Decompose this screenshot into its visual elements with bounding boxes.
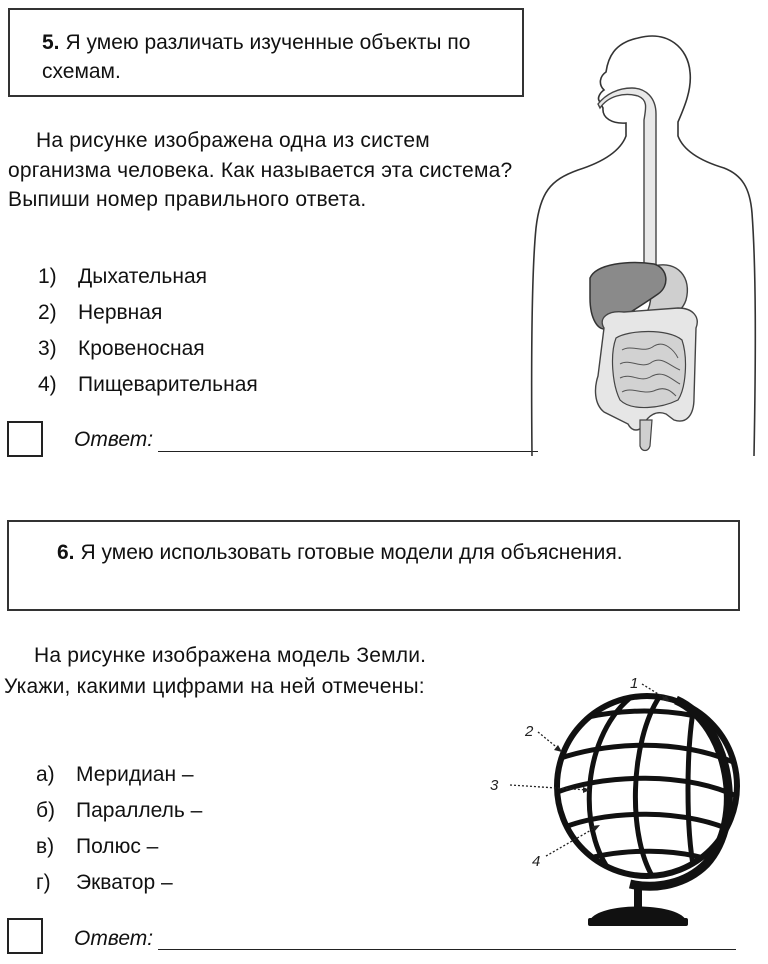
- option-3-text: Кровеносная: [78, 337, 205, 360]
- item-g-letter: г): [36, 871, 51, 894]
- option-2: [38, 301, 162, 325]
- option-4: [38, 373, 258, 397]
- task5-goal-text: Я умею различать изученные объекты по схемам.: [42, 31, 471, 83]
- item-b: [36, 799, 202, 823]
- globe-marker-1: 1: [630, 675, 639, 692]
- task6-answer-line[interactable]: [158, 949, 736, 950]
- item-a-letter: а): [36, 763, 55, 786]
- option-2-text: Нервная: [78, 301, 163, 324]
- item-a: [36, 763, 194, 787]
- task5-answer-checkbox[interactable]: [7, 421, 43, 457]
- task5-answer-label: Ответ:: [74, 428, 154, 451]
- task6-answer-checkbox[interactable]: [7, 918, 43, 954]
- rectum: [640, 420, 652, 451]
- small-intestine: [613, 332, 686, 408]
- item-v-letter: в): [36, 835, 55, 858]
- task5-answer-line[interactable]: [158, 451, 538, 452]
- option-1-num: 1): [38, 265, 57, 288]
- option-3-num: 3): [38, 337, 57, 360]
- item-a-text: Меридиан –: [76, 763, 194, 786]
- task6-number: 6.: [57, 541, 75, 564]
- task6-goal-box: [7, 520, 740, 611]
- globe-marker-4: 4: [532, 853, 541, 870]
- task6-goal-text: Я умею использовать готовые модели для объяснения.: [80, 541, 623, 564]
- option-4-text: Пищеварительная: [78, 373, 258, 396]
- option-1-text: Дыхательная: [78, 265, 208, 288]
- digestive-system-illustration: [528, 28, 760, 458]
- item-g: [36, 871, 173, 895]
- task6-goal: [57, 538, 677, 567]
- globe-illustration: [480, 670, 755, 935]
- option-3: [38, 337, 205, 361]
- task6-question-line1: На рисунке изображена модель Земли.: [34, 644, 427, 667]
- globe-base-plate: [588, 918, 688, 926]
- option-2-num: 2): [38, 301, 57, 324]
- item-b-text: Параллель –: [76, 799, 203, 822]
- task6-answer-label: Ответ:: [74, 927, 154, 950]
- option-1: [38, 265, 207, 289]
- globe-base: [590, 907, 686, 921]
- task5-number: 5.: [42, 31, 60, 54]
- globe-marker-3: 3: [490, 777, 499, 794]
- item-b-letter: б): [36, 799, 56, 822]
- item-g-text: Экватор –: [76, 871, 173, 894]
- item-v: [36, 835, 158, 859]
- task5-goal: [42, 28, 512, 86]
- globe-marker-2: 2: [525, 723, 534, 740]
- task5-goal-box: [8, 8, 524, 97]
- esophagus: [598, 88, 656, 268]
- task6-question-line2: Укажи, какими цифрами на ней отмечены:: [4, 675, 425, 698]
- task5-question: На рисунке изображена одна из систем организма человека. Как называется эта система? Выпиши номер правильного ответа.: [8, 129, 513, 211]
- item-v-text: Полюс –: [76, 835, 159, 858]
- option-4-num: 4): [38, 373, 57, 396]
